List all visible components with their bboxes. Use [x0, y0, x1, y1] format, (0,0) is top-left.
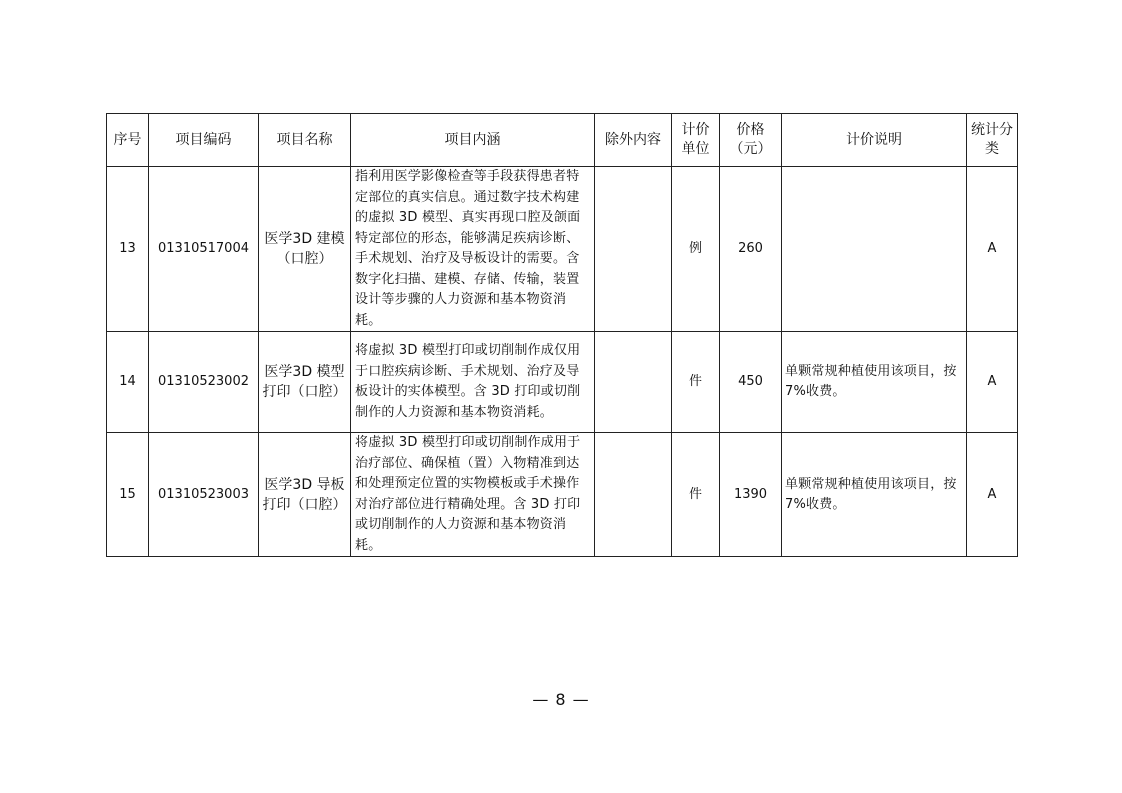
- table-row: [107, 332, 1018, 433]
- cell-name: 医学3D 模型打印（口腔）: [259, 332, 351, 433]
- table-row: [107, 433, 1018, 557]
- table-header-row: [107, 114, 1018, 167]
- cell-unit: 件: [672, 433, 720, 557]
- header-unit: 计价单位: [672, 114, 720, 167]
- header-price: 价格（元）: [720, 114, 782, 167]
- cell-unit: 例: [672, 167, 720, 332]
- cell-note: [782, 167, 967, 332]
- pricing-table: [106, 113, 1018, 557]
- cell-price: 260: [720, 167, 782, 332]
- cell-note: 单颗常规种植使用该项目，按 7%收费。: [782, 433, 967, 557]
- cell-unit: 件: [672, 332, 720, 433]
- header-excluded: 除外内容: [595, 114, 672, 167]
- cell-excluded: [595, 433, 672, 557]
- page-number: — 8 —: [532, 690, 590, 709]
- cell-seq: 13: [107, 167, 149, 332]
- cell-code: 01310523003: [149, 433, 259, 557]
- header-content: 项目内涵: [351, 114, 595, 167]
- cell-seq: 15: [107, 433, 149, 557]
- header-code: 项目编码: [149, 114, 259, 167]
- cell-excluded: [595, 167, 672, 332]
- cell-seq: 14: [107, 332, 149, 433]
- cell-name: 医学3D 建模（口腔）: [259, 167, 351, 332]
- header-seq: 序号: [107, 114, 149, 167]
- cell-category: A: [967, 167, 1018, 332]
- cell-price: 1390: [720, 433, 782, 557]
- cell-content: 指利用医学影像检查等手段获得患者特定部位的真实信息。通过数字技术构建的虚拟 3D 模型、真实再现口腔及颌面特定部位的形态，能够满足疾病诊断、手术规划、治疗及导板设计的需要。含数字化扫描、建模、存储、传输，装置设计等步骤的人力资源和基本物资消耗。: [351, 167, 595, 332]
- cell-content: 将虚拟 3D 模型打印或切削制作成仅用于口腔疾病诊断、手术规划、治疗及导板设计的实体模型。含 3D 打印或切削制作的人力资源和基本物资消耗。: [351, 332, 595, 433]
- cell-note: 单颗常规种植使用该项目，按 7%收费。: [782, 332, 967, 433]
- header-name: 项目名称: [259, 114, 351, 167]
- cell-name: 医学3D 导板打印（口腔）: [259, 433, 351, 557]
- header-category: 统计分类: [967, 114, 1018, 167]
- header-note: 计价说明: [782, 114, 967, 167]
- cell-category: A: [967, 332, 1018, 433]
- cell-excluded: [595, 332, 672, 433]
- table-row: [107, 167, 1018, 332]
- cell-code: 01310523002: [149, 332, 259, 433]
- cell-code: 01310517004: [149, 167, 259, 332]
- cell-content: 将虚拟 3D 模型打印或切削制作成用于治疗部位、确保植（置）入物精准到达和处理预定位置的实物模板或手术操作对治疗部位进行精确处理。含 3D 打印或切削制作的人力资源和基本物资消耗。: [351, 433, 595, 557]
- cell-price: 450: [720, 332, 782, 433]
- cell-category: A: [967, 433, 1018, 557]
